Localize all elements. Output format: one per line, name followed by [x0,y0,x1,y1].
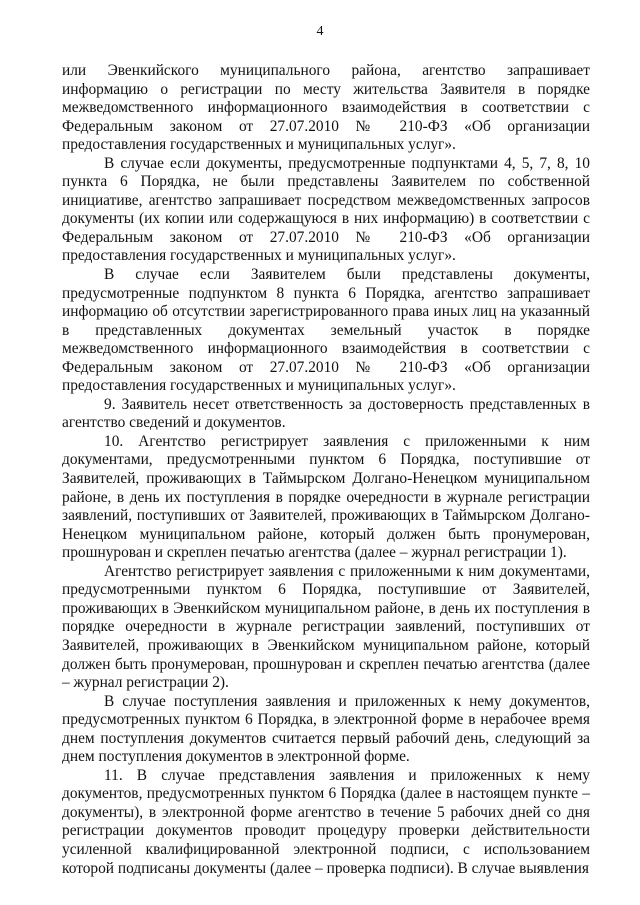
document-body [62,62,590,878]
page-number: 4 [316,24,324,39]
paragraph-continuation: или Эвенкийского муниципального района, агентство запрашивает информацию о регистрации по месту жительства Заявителя в порядке межведомственного информационного взаимодействия в соответствии с Федеральным законом от 27.07.2010 № 210-ФЗ «Об организации предоставления государственных и муниципальных услуг». [62,62,590,154]
paragraph-item-11: 11. В случае представления заявления и приложенных к нему документов, предусмотренных пунктом 6 Порядка (далее в настоящем пункте – документы), в электронной форме агентство в течение 5 рабочих дней со дня регистрации документов проводит процедуру проверки действительности усиленной квалифицированной электронной подписи, с использованием которой подписаны документы (далее – проверка подписи). В случае выявления [62,766,590,877]
paragraph-item-9: 9. Заявитель несет ответственность за достоверность представленных в агентство сведений и документов. [62,395,590,432]
paragraph-electronic-submission: В случае поступления заявления и приложенных к нему документов, предусмотренных пунктом 6 Порядка, в электронной форме в нерабочее время днем поступления документов считается первый рабочий день, следующий за днем поступления документов в электронной форме. [62,692,590,766]
paragraph-land-rights-request: В случае если Заявителем были представлены документы, предусмотренные подпунктом 8 пункта 6 Порядка, агентство запрашивает информацию об отсутствии зарегистрированного права иных лиц на указанный в представленных документах земельный участок в порядке межведомственного информационного взаимодействия в соответствии с Федеральным законом от 27.07.2010 № 210-ФЗ «Об организации предоставления государственных и муниципальных услуг». [62,266,590,395]
paragraph-interagency-requests: В случае если документы, предусмотренные подпунктами 4, 5, 7, 8, 10 пункта 6 Порядка, не были представлены Заявителем по собственной инициативе, агентство запрашивает посредством межведомственных запросов документы (их копии или содержащуюся в них информацию) в соответствии с Федеральным законом от 27.07.2010 № 210-ФЗ «Об организации предоставления государственных и муниципальных услуг». [62,154,590,265]
paragraph-evenki-registration: Агентство регистрирует заявления с приложенными к ним документами, предусмотренными пунктом 6 Порядка, поступившие от Заявителей, проживающих в Эвенкийском муниципальном районе, в день их поступления в порядке очередности в журнале регистрации заявлений, поступивших от Заявителей, проживающих в Эвенкийском муниципальном районе, который должен быть пронумерован, прошнурован и скреплен печатью агентства (далее – журнал регистрации 2). [62,562,590,692]
paragraph-item-10: 10. Агентство регистрирует заявления с приложенными к ним документами, предусмотренными пунктом 6 Порядка, поступившие от Заявителей, проживающих в Таймырском Долгано-Ненецком муниципальном районе, в день их поступления в порядке очередности в журнале регистрации заявлений, поступивших от Заявителей, проживающих в Таймырском Долгано-Ненецком муниципальном районе, который должен быть пронумерован, прошнурован и скреплен печатью агентства (далее – журнал регистрации 1). [62,432,590,562]
